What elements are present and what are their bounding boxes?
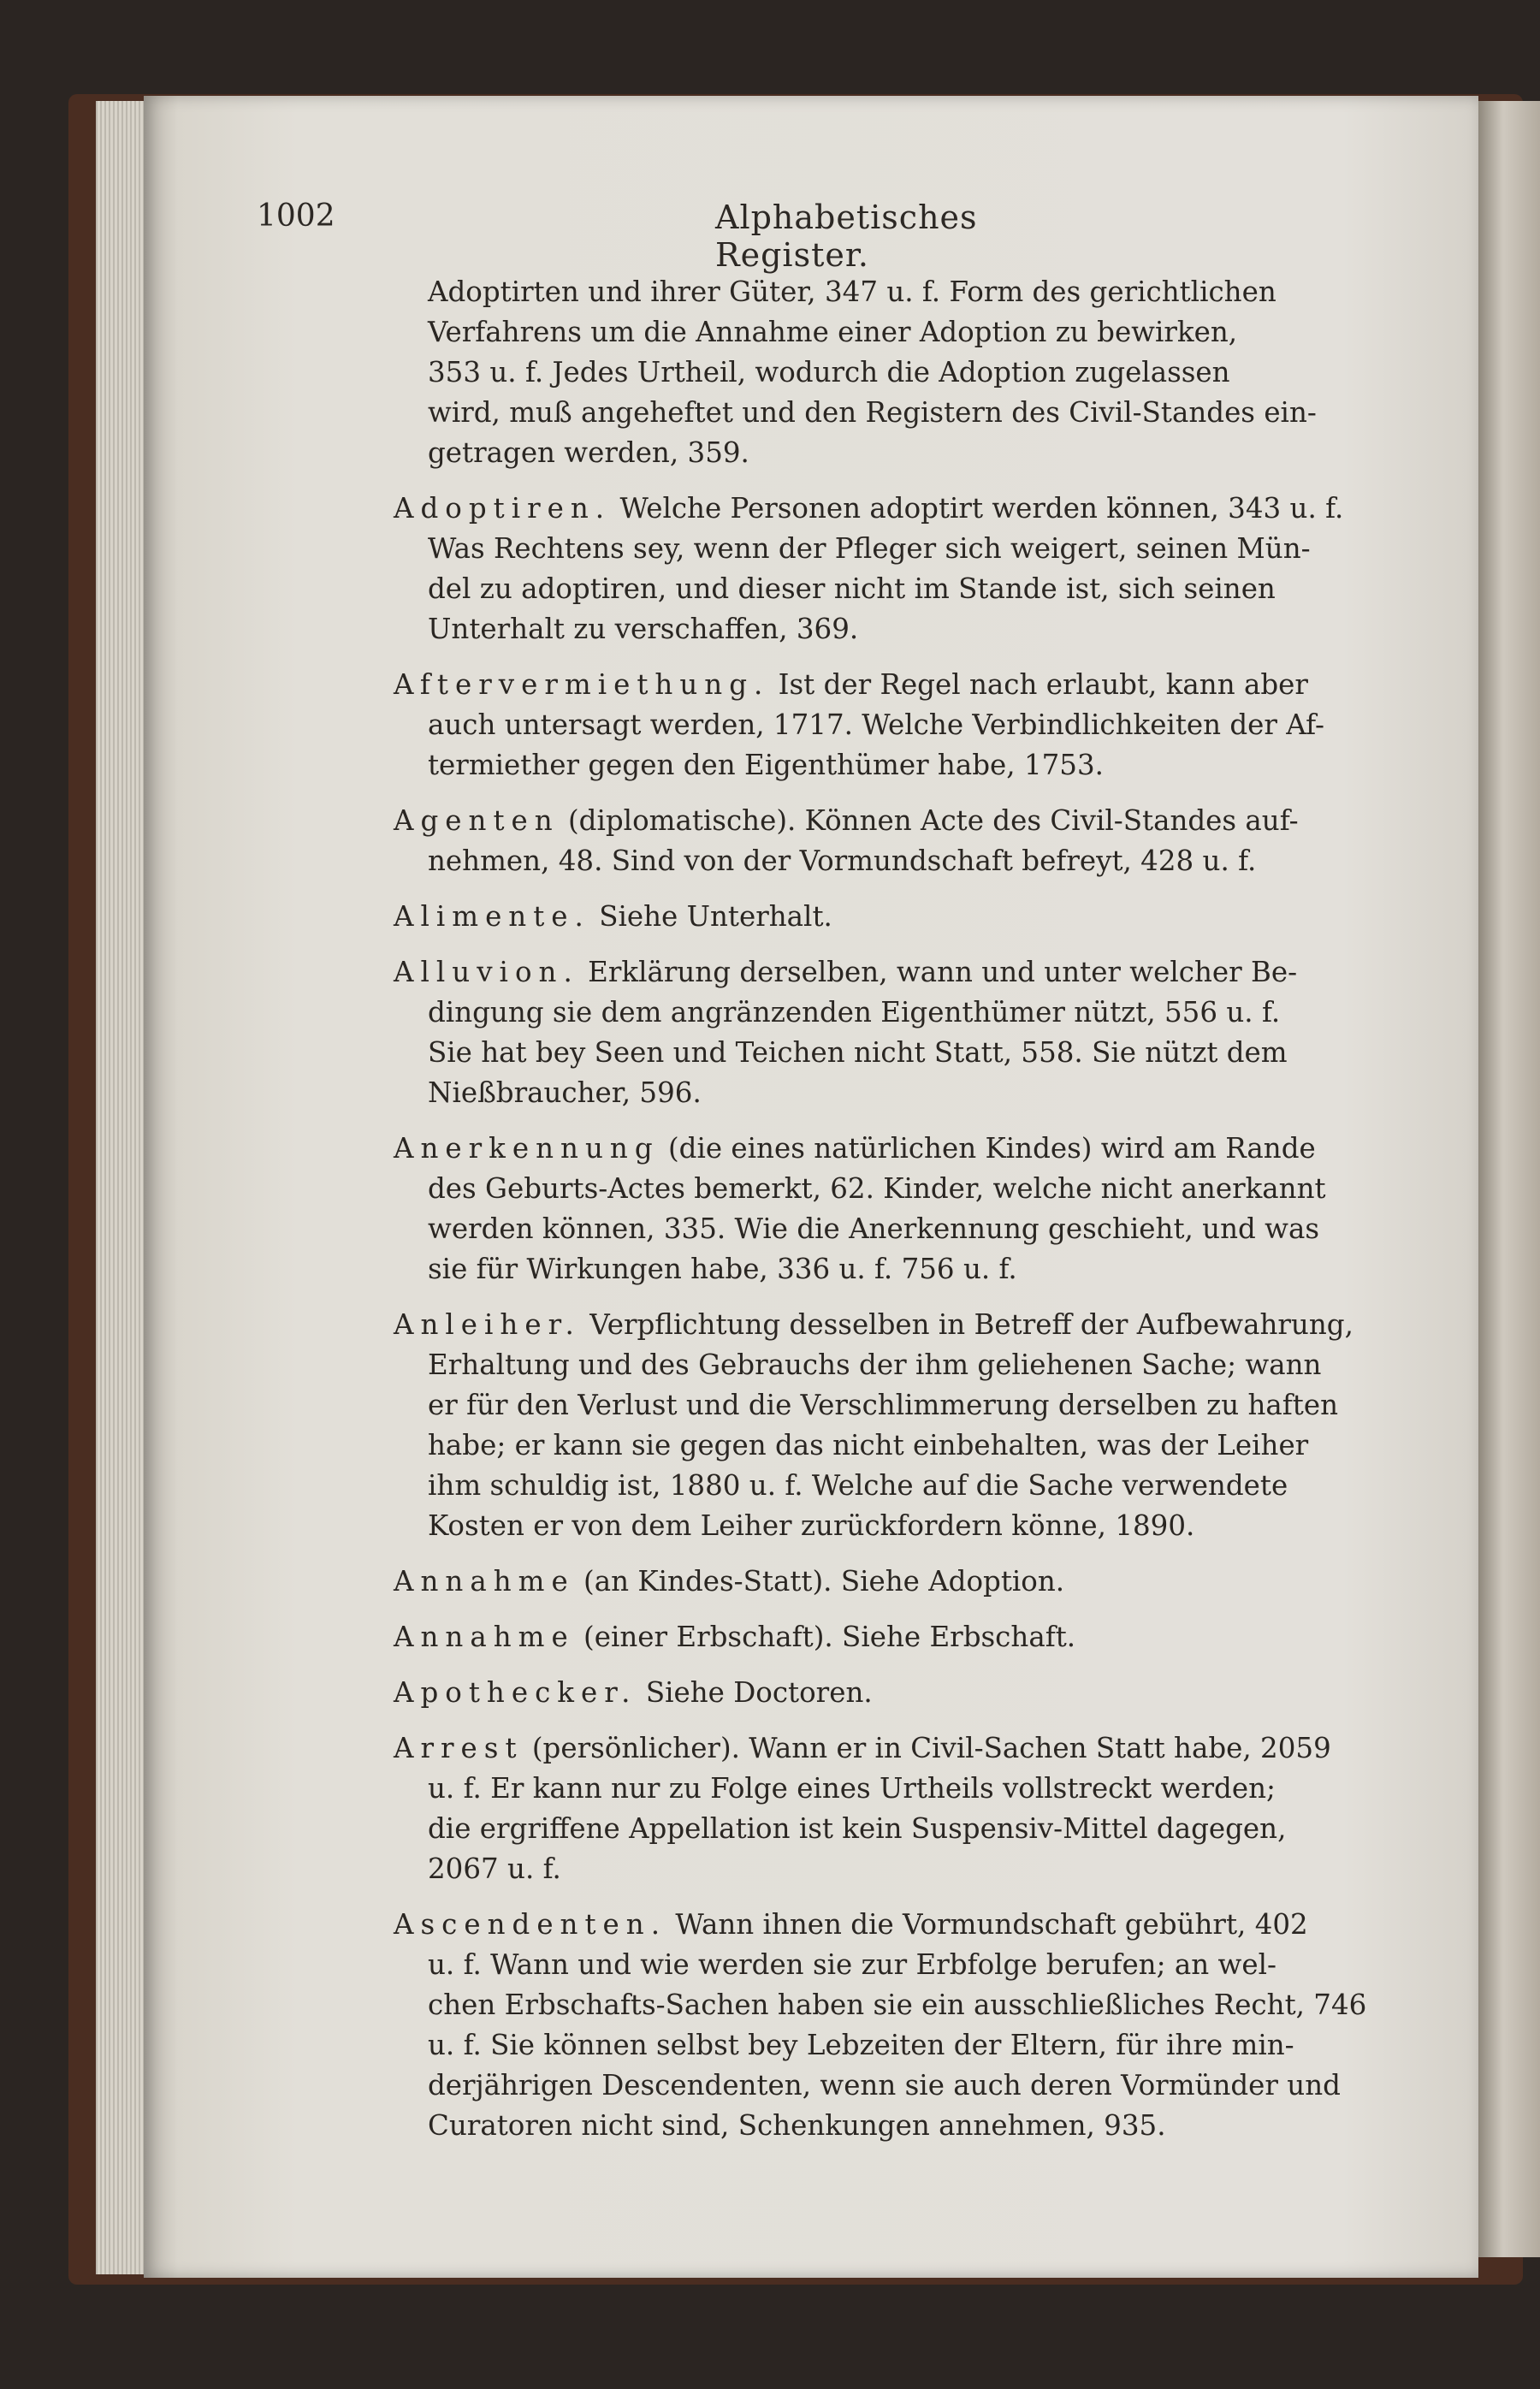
entry-line-text: (die eines natürlichen Kindes) wird am Rande [659, 1132, 1316, 1165]
entry-first-line [394, 1673, 1377, 1713]
entry-line: dingung sie dem angränzenden Eigenthümer nützt, 556 u. f. [428, 996, 1281, 1029]
entry-line-text: Wann ihnen die Vormundschaft gebührt, 402 [666, 1908, 1308, 1941]
entry-headword: Anleiher. [394, 1308, 581, 1341]
entry-line: del zu adoptiren, und dieser nicht im Stande ist, sich seinen [428, 572, 1276, 605]
entry-line: Verfahrens um die Annahme einer Adoption zu bewirken, [428, 316, 1238, 348]
entry-line: er für den Verlust und die Verschlimmerung derselben zu haften [428, 1389, 1339, 1421]
entry-line: u. f. Er kann nur zu Folge eines Urtheils vollstreckt werden; [428, 1772, 1276, 1805]
entry-line-text: (diplomatische). Können Acte des Civil-Standes auf- [559, 804, 1299, 837]
entry-line: die ergriffene Appellation ist kein Suspensiv-Mittel dagegen, [428, 1812, 1287, 1845]
register-text [394, 272, 1377, 2161]
entry-line: werden können, 335. Wie die Anerkennung geschieht, und was [428, 1212, 1320, 1245]
running-title: Alphabetisches Register. [715, 199, 978, 274]
entry-headword: Ascendenten. [394, 1908, 667, 1941]
entry-line: Nießbraucher, 596. [428, 1076, 702, 1109]
register-entry [394, 1129, 1377, 1289]
entry-line-text: Ist der Regel nach erlaubt, kann aber [769, 668, 1308, 701]
entry-headword: Aftervermiethung. [394, 668, 770, 701]
entry-line: Erhaltung und des Gebrauchs der ihm geliehenen Sache; wann [428, 1349, 1322, 1381]
entry-line-text: Siehe Unterhalt. [589, 900, 832, 933]
entry-first-line [394, 952, 1377, 993]
entry-line: habe; er kann sie gegen das nicht einbehalten, was der Leiher [428, 1429, 1309, 1461]
entry-line: des Geburts-Actes bemerkt, 62. Kinder, welche nicht anerkannt [428, 1172, 1326, 1205]
register-entry [394, 1673, 1377, 1713]
entry-first-line [394, 1129, 1377, 1169]
entry-line: Sie hat bey Seen und Teichen nicht Statt, 558. Sie nützt dem [428, 1036, 1288, 1069]
entry-first-line [394, 665, 1377, 705]
entry-first-line [394, 1617, 1377, 1657]
register-entry [394, 489, 1377, 649]
entry-first-line [394, 1562, 1377, 1602]
entry-line: Curatoren nicht sind, Schenkungen annehmen, 935. [428, 2109, 1166, 2142]
entry-line-text: Erklärung derselben, wann und unter welcher Be- [578, 956, 1298, 988]
entry-line-text: Welche Personen adoptirt werden können, 343 u. f. [611, 492, 1344, 525]
facing-page-edge [1478, 101, 1540, 2257]
entry-line: Adoptirten und ihrer Güter, 347 u. f. Form des gerichtlichen [428, 276, 1276, 308]
register-entry [394, 1305, 1377, 1546]
entry-line: termiether gegen den Eigenthümer habe, 1753. [428, 749, 1104, 781]
page-block-edge [96, 101, 149, 2274]
entry-headword: Apothecker. [394, 1676, 637, 1709]
register-entry [394, 1617, 1377, 1657]
entry-line: auch untersagt werden, 1717. Welche Verbindlichkeiten der Af- [428, 708, 1325, 741]
entry-line: 2067 u. f. [428, 1853, 561, 1885]
entry-line: nehmen, 48. Sind von der Vormundschaft befreyt, 428 u. f. [428, 845, 1257, 877]
entry-line: ihm schuldig ist, 1880 u. f. Welche auf die Sache verwendete [428, 1469, 1288, 1502]
entry-headword: Alimente. [394, 900, 590, 933]
entry-line: u. f. Sie können selbst bey Lebzeiten der Eltern, für ihre min- [428, 2029, 1294, 2061]
register-entry [394, 1905, 1377, 2146]
entry-line: Unterhalt zu verschaffen, 369. [428, 613, 859, 645]
entry-line: wird, muß angeheftet und den Registern des Civil-Standes ein- [428, 396, 1317, 429]
entry-first-line [394, 489, 1377, 529]
entry-headword: Annahme [394, 1565, 575, 1598]
register-entry [394, 801, 1377, 881]
entry-first-line [394, 897, 1377, 937]
entry-headword: Adoptiren. [394, 492, 612, 525]
entry-headword: Alluvion. [394, 956, 579, 988]
page-header [257, 199, 1069, 274]
register-entry [394, 897, 1377, 937]
register-entry [394, 1728, 1377, 1889]
page-number: 1002 [257, 199, 335, 234]
entry-line: sie für Wirkungen habe, 336 u. f. 756 u. f. [428, 1253, 1017, 1285]
register-entry [394, 1562, 1377, 1602]
entry-line-text: (persönlicher). Wann er in Civil-Sachen Statt habe, 2059 [523, 1732, 1331, 1764]
entry-first-line [394, 801, 1377, 841]
entry-line-text: Siehe Doctoren. [637, 1676, 873, 1709]
entry-first-line [394, 1905, 1377, 1945]
register-entry [394, 272, 1377, 473]
entry-first-line [394, 1728, 1377, 1769]
entry-line: getragen werden, 359. [428, 436, 749, 469]
entry-headword: Anerkennung [394, 1132, 660, 1165]
entry-line: chen Erbschafts-Sachen haben sie ein ausschließliches Recht, 746 [428, 1989, 1367, 2021]
entry-headword: Agenten [394, 804, 560, 837]
entry-line: Kosten er von dem Leiher zurückfordern könne, 1890. [428, 1509, 1195, 1542]
register-entry [394, 952, 1377, 1113]
register-entry [394, 665, 1377, 785]
entry-line: Was Rechtens sey, wenn der Pfleger sich weigert, seinen Mün- [428, 532, 1311, 565]
entry-line: u. f. Wann und wie werden sie zur Erbfolge berufen; an wel- [428, 1948, 1276, 1981]
entry-line: 353 u. f. Jedes Urtheil, wodurch die Adoption zugelassen [428, 356, 1230, 388]
entry-line: derjährigen Descendenten, wenn sie auch deren Vormünder und [428, 2069, 1341, 2101]
entry-first-line [394, 1305, 1377, 1345]
entry-line-text: (einer Erbschaft). Siehe Erbschaft. [574, 1621, 1076, 1653]
entry-headword: Arrest [394, 1732, 524, 1764]
entry-line-text: (an Kindes-Statt). Siehe Adoption. [574, 1565, 1065, 1598]
entry-headword: Annahme [394, 1621, 575, 1653]
entry-line-text: Verpflichtung desselben in Betreff der Aufbewahrung, [580, 1308, 1353, 1341]
